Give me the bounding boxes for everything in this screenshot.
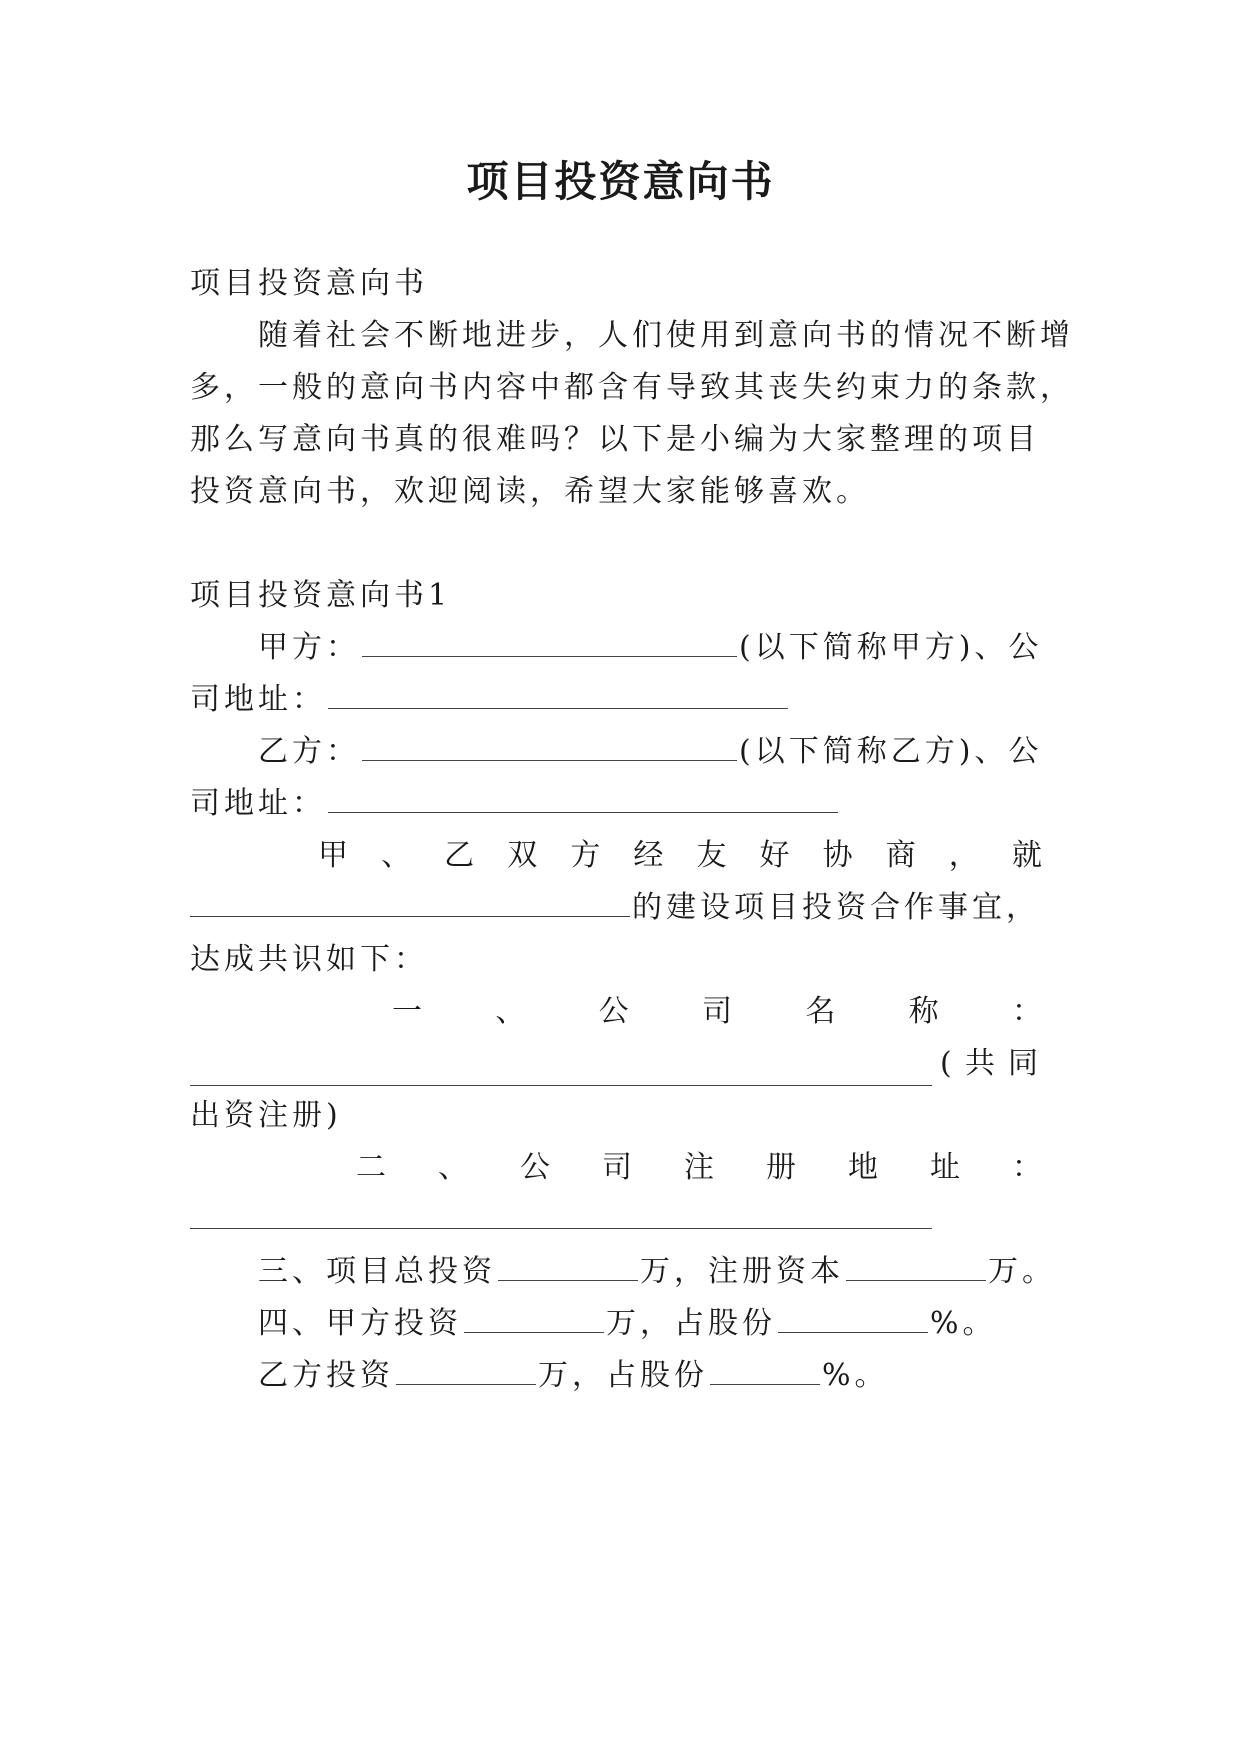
negotiation-char: 经 (633, 838, 664, 873)
consensus-line: 达成共识如下： (190, 942, 428, 977)
item4-label: 四、甲方投资 (258, 1306, 462, 1341)
item1-suffix (934, 1042, 1042, 1086)
item1-char: 司 (701, 994, 732, 1029)
intro-line-2: 多，一般的意向书内容中都含有导致其丧失约束力的条款， (190, 370, 1074, 405)
item4-mid: 万，占股份 (606, 1306, 776, 1341)
intro-line-1: 随着社会不断地进步，人们使用到意向书的情况不断增 (258, 318, 1074, 353)
item2-char: 地 (848, 1150, 878, 1185)
intro-heading: 项目投资意向书 (190, 266, 428, 301)
negotiation-char: 甲 (318, 838, 348, 873)
item2-blank-line (190, 1198, 934, 1242)
item1-char: 名 (805, 994, 836, 1029)
item2-char: 册 (766, 1150, 796, 1185)
item1-char: 称 (908, 994, 939, 1029)
negotiation-char: 方 (570, 838, 601, 873)
party-a-line (258, 626, 1042, 670)
party-a-blank[interactable] (362, 626, 737, 657)
item2-char: 、 (438, 1150, 468, 1185)
item5-mid: 万，占股份 (538, 1358, 708, 1393)
item1-char: 一 (392, 994, 422, 1029)
item2-line (356, 1146, 1042, 1190)
negotiation-char: ， (948, 838, 979, 873)
party-b-suffix: (以下简称乙方)、公 (739, 734, 1043, 769)
address-a-line (190, 678, 790, 722)
item4-line (258, 1302, 997, 1346)
negotiation-char: 、 (381, 838, 412, 873)
party-b-label: 乙方： (258, 734, 360, 769)
item1-char: 、 (495, 994, 526, 1029)
negotiation-char: 协 (822, 838, 853, 873)
party-b-share-blank[interactable] (710, 1354, 820, 1385)
project-suffix: 的建设项目投资合作事宜， (632, 890, 1040, 925)
item2-char: 址 (930, 1150, 960, 1185)
item5-line (258, 1354, 889, 1398)
registered-address-blank[interactable] (190, 1198, 932, 1229)
item1-suffix-char: ( (940, 1046, 956, 1081)
item1-suffix-char: 共 (964, 1046, 999, 1081)
section1-heading: 项目投资意向书1 (190, 578, 452, 613)
item2-char: 二 (356, 1150, 386, 1185)
party-b-line (258, 730, 1042, 774)
party-a-suffix: (以下简称甲方)、公 (739, 630, 1043, 665)
item3-label: 三、项目总投资 (258, 1254, 496, 1289)
party-b-blank[interactable] (362, 730, 737, 761)
party-a-share-blank[interactable] (778, 1302, 928, 1333)
document-title: 项目投资意向书 (466, 157, 775, 206)
address-b-blank[interactable] (328, 782, 838, 813)
project-line (190, 886, 1040, 930)
item1-char: 公 (598, 994, 629, 1029)
item5-end: %。 (822, 1358, 889, 1393)
negotiation-char: 双 (507, 838, 538, 873)
item1-tail: 出资注册) (190, 1098, 342, 1133)
negotiation-line (318, 834, 1042, 878)
registered-capital-blank[interactable] (846, 1250, 986, 1281)
company-name-blank[interactable] (190, 1055, 932, 1086)
item1-suffix-char: 同 (1008, 1046, 1042, 1081)
item3-mid: 万，注册资本 (640, 1254, 844, 1289)
item2-char: 注 (684, 1150, 714, 1185)
address-b-line (190, 782, 840, 826)
item2-char: 司 (602, 1150, 632, 1185)
negotiation-char: 商 (885, 838, 916, 873)
address-b-label: 司地址： (190, 786, 326, 821)
address-a-label: 司地址： (190, 682, 326, 717)
intro-line-4: 投资意向书，欢迎阅读，希望大家能够喜欢。 (190, 474, 870, 509)
project-blank[interactable] (190, 886, 630, 917)
negotiation-char: 乙 (444, 838, 475, 873)
address-a-blank[interactable] (328, 678, 788, 709)
item1-line (392, 990, 1042, 1034)
party-b-investment-blank[interactable] (396, 1354, 536, 1385)
intro-line-3: 那么写意向书真的很难吗？以下是小编为大家整理的项目 (190, 422, 1040, 457)
item3-end: 万。 (988, 1254, 1056, 1289)
item4-end: %。 (930, 1306, 997, 1341)
item5-label: 乙方投资 (258, 1358, 394, 1393)
total-investment-blank[interactable] (498, 1250, 638, 1281)
item1-blank-line (190, 1042, 1042, 1086)
party-a-investment-blank[interactable] (464, 1302, 604, 1333)
item1-char: ： (1011, 994, 1042, 1029)
negotiation-char: 就 (1011, 838, 1042, 873)
party-a-label: 甲方： (258, 630, 360, 665)
item3-line (258, 1250, 1056, 1294)
negotiation-char: 好 (759, 838, 790, 873)
item2-char: ： (1012, 1150, 1042, 1185)
negotiation-char: 友 (696, 838, 727, 873)
item2-char: 公 (520, 1150, 550, 1185)
